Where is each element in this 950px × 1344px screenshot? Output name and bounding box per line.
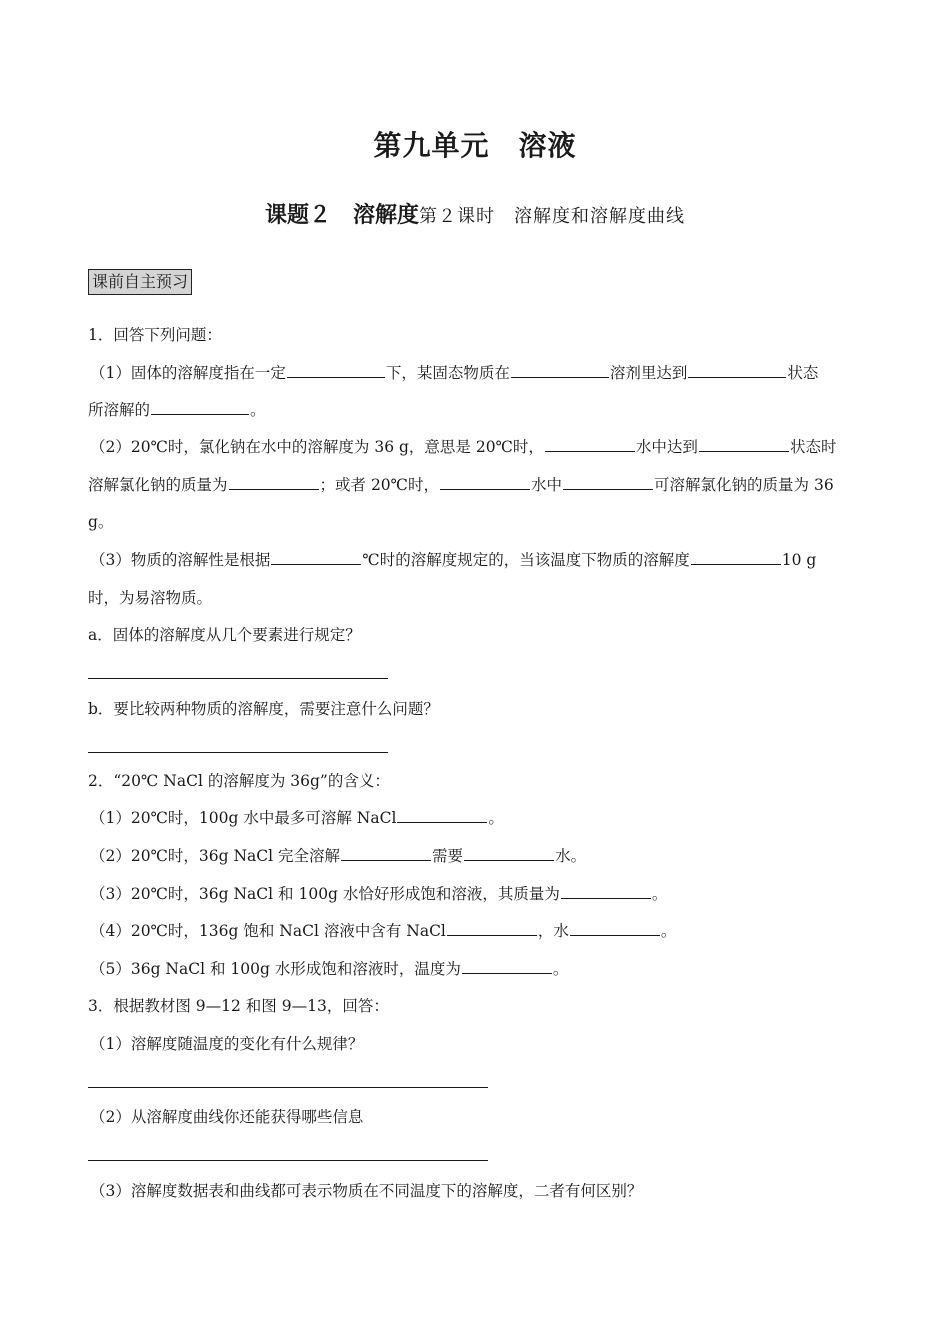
answer-line[interactable] (88, 1160, 488, 1161)
q2-line3: （3）20℃时，36g NaCl 和 100g 水恰好形成饱和溶液，其质量为 。 (90, 885, 668, 903)
answer-blank[interactable] (545, 436, 635, 452)
lesson-subtitle-period: 第２课时 溶解度和溶解度曲线 (419, 206, 685, 227)
q1-s3-line1: （3）物质的溶解性是根据 ℃时的溶解度规定的，当该温度下物质的溶解度 10 g (90, 551, 817, 569)
answer-blank[interactable] (397, 807, 487, 823)
answer-blank[interactable] (699, 436, 789, 452)
answer-line[interactable] (88, 1087, 488, 1088)
q1-stem: 1．回答下列问题： (88, 326, 222, 344)
q1-a: a．固体的溶解度从几个要素进行规定？ (88, 626, 361, 644)
q1-s1-line2: 所溶解的 。 (88, 401, 266, 419)
answer-blank[interactable] (440, 474, 530, 490)
unit-title: 第九单元 溶液 (373, 129, 577, 162)
q3-line1: （1）溶解度随温度的变化有什么规律？ (90, 1035, 364, 1053)
q1-s2-line1: （2）20℃时，氯化钠在水中的溶解度为 36 g，意思是 20℃时， 水中达到 状态时 (90, 438, 837, 456)
q2-stem: 2．“20℃ NaCl 的溶解度为 36g”的含义： (88, 772, 390, 790)
q2-line2: （2）20℃时，36g NaCl 完全溶解 需要 水。 (90, 847, 587, 865)
answer-blank[interactable] (511, 362, 609, 378)
answer-blank[interactable] (287, 362, 385, 378)
answer-blank[interactable] (151, 399, 249, 415)
q2-line1: （1）20℃时，100g 水中最多可溶解 NaCl 。 (90, 809, 504, 827)
answer-blank[interactable] (464, 845, 554, 861)
answer-blank[interactable] (570, 920, 660, 936)
answer-line[interactable] (88, 752, 388, 753)
q2-line5: （5）36g NaCl 和 100g 水形成饱和溶液时，温度为 。 (90, 960, 569, 978)
q1-s2-line3: g。 (88, 513, 114, 531)
q3-stem: 3．根据教材图 9—12 和图 9—13，回答： (88, 997, 389, 1015)
q3-line2: （2）从溶解度曲线你还能获得哪些信息 (90, 1108, 364, 1126)
q1-s3-line2: 时，为易溶物质。 (88, 589, 213, 607)
answer-blank[interactable] (271, 549, 361, 565)
answer-blank[interactable] (341, 845, 431, 861)
answer-blank[interactable] (229, 474, 319, 490)
section-tag: 课前自主预习 (88, 269, 192, 295)
q3-line3: （3）溶解度数据表和曲线都可表示物质在不同温度下的溶解度，二者有何区别？ (90, 1182, 643, 1200)
answer-blank[interactable] (691, 549, 781, 565)
lesson-subtitle-main: 课题２ 溶解度 (264, 203, 419, 228)
lesson-subtitle (0, 198, 950, 229)
answer-blank[interactable] (561, 883, 651, 899)
answer-blank[interactable] (688, 362, 786, 378)
answer-blank[interactable] (462, 958, 552, 974)
q1-s2-line2: 溶解氯化钠的质量为 ；或者 20℃时， 水中 可溶解氯化钠的质量为 36 (88, 476, 834, 494)
q1-s1-line1: （1）固体的溶解度指在一定 下，某固态物质在 溶剂里达到 状态 (90, 364, 819, 382)
answer-blank[interactable] (563, 474, 653, 490)
q2-line4: （4）20℃时，136g 饱和 NaCl 溶液中含有 NaCl ，水 。 (90, 922, 677, 940)
q1-b: b．要比较两种物质的溶解度，需要注意什么问题？ (88, 700, 439, 718)
answer-line[interactable] (88, 678, 388, 679)
answer-blank[interactable] (447, 920, 537, 936)
